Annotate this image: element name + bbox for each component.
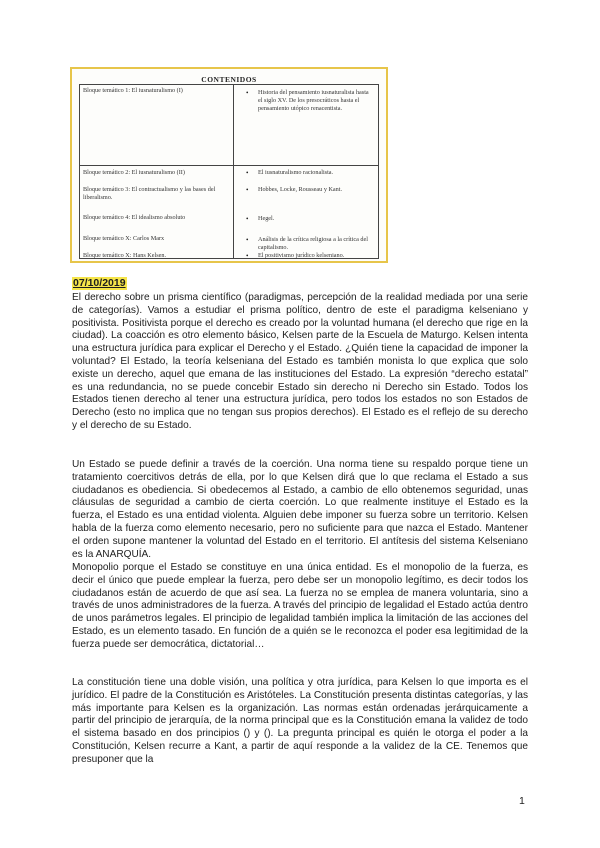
session-date: 07/10/2019 bbox=[73, 277, 126, 289]
contents-topic-3: Hobbes, Locke, Rousseau y Kant. bbox=[258, 186, 343, 193]
contents-block-2: Bloque temático 2: El iusnaturalismo (II) bbox=[83, 169, 185, 176]
bullet-icon: • bbox=[246, 236, 249, 244]
contents-topic-1: Historia del pensamiento iusnaturalista hasta el siglo XV. De los presocráticos hasta el pensamiento utópico renacentista. bbox=[258, 89, 369, 112]
table-column-divider bbox=[233, 85, 234, 258]
paragraph-1: El derecho sobre un prisma científico (paradigmas, percepción de la realidad mediada por una serie de categorías). Vamos a estudiar el prisma político, dentro de este el paradigma kelseniano y positivista. Positivista porque el derecho es creado por la voluntad humana (el derecho que rige en la ciudad). La coacción es otro elemento básico, Kelsen parte de la Escuela de Maturgo. Kelsen intenta una estructura jurídica para explicar el Derecho y el Estado. ¿Quién tiene la capacidad de imponer la voluntad? El Estado, la teoría kelseniana del Estado es también monista lo que explica que solo existe un derecho, aquel que emana de las instituciones del Estado. La expresión “derecho estatal” es una redundancia, no se puede concebir Estado sin derecho ni Derecho sin Estado. Todos los Estados tienen derecho al tener una estructura jurídica, pero todos los estados no son Estados de Derecho (esto no implica que no tengan sus propios derechos). El Estado es el reflejo de su derecho y el derecho de su Estado. bbox=[72, 292, 528, 431]
contents-topic-6: El positivismo jurídico kelseniano. bbox=[258, 252, 345, 259]
bullet-icon: • bbox=[246, 186, 249, 194]
contents-topic-5: Análisis de la crítica religiosa a la crítica del capitalismo. bbox=[258, 236, 368, 251]
bullet-icon: • bbox=[246, 215, 249, 223]
bullet-icon: • bbox=[246, 89, 249, 97]
bullet-icon: • bbox=[246, 169, 249, 177]
contents-block-4: Bloque temático 4: El idealismo absoluto bbox=[83, 214, 186, 221]
contents-block-5: Bloque temático X: Carlos Marx bbox=[83, 235, 165, 242]
paragraph-3: Monopolio porque el Estado se constituye en una única entidad. Es el monopolio de la fuerza, es decir el único que puede emplear la fuerza, pero debe ser un monopolio legítimo, es decir todos los ciudadanos están de acuerdo de que así sea. La fuerza no se emplea de manera voluntaria, sino a través de unos administradores de la fuerza. A través del principio de legalidad el Estado actúa dentro de unos parámetros legales. El principio de legalidad también implica la limitación de las acciones del Estado, es un elemento tasado. En función de a quién se le reconozca el poder esa legitimidad de la fuerza puede ser democrática, dictatorial… bbox=[72, 562, 528, 650]
contents-topic-4: Hegel. bbox=[258, 215, 275, 222]
contents-topic-2: El iusnaturalismo racionalista. bbox=[258, 169, 334, 176]
contents-block-3: Bloque temático 3: El contractualismo y las bases del liberalismo. bbox=[83, 186, 216, 201]
contents-table bbox=[79, 84, 379, 259]
page-number: 1 bbox=[519, 795, 525, 807]
paragraph-2: Un Estado se puede definir a través de la coerción. Una norma tiene su respaldo porque tiene un tratamiento coercitivos detrás de ella, por lo que Kelsen dirá que lo que reclama el Estado a sus ciudadanos es obediencia. Si obedecemos al Estado, a cambio de ello obtenemos seguridad, unas cláusulas de seguridad a cambio de cierta coerción. Lo que realmente instituye el Estado es la fuerza, el Estado es una entidad violenta. Alguien debe imponer su fuerza sobre un territorio. Kelsen habla de la fuerza como elemento necesario, pero no suficiente para que nazca el Estado. Mantener el orden supone mantener la voluntad del Estado en el territorio. El antítesis del sistema Kelseniano es la ANARQUÍA. bbox=[72, 459, 528, 560]
contents-table-image bbox=[70, 67, 388, 263]
paragraph-4: La constitución tiene una doble visión, una política y otra jurídica, para Kelsen lo que importa es el jurídico. El padre de la Constitución es Aristóteles. La Constitución presenta distintas categorías, y las más importante para Kelsen es la organización. Las normas están ordenadas jerárquicamente a partir del principio de jerarquía, de la norma principal que es la Constitución emana la validez de todo el sistema basado en dos principios () y (). La pregunta principal es quién le otorga el poder a la Constitución, Kelsen recurre a Kant, a partir de aquí responde a la validez de la CE. Tenemos que presuponer que la bbox=[72, 677, 528, 765]
table-row-divider bbox=[80, 165, 378, 166]
contents-title: CONTENIDOS bbox=[201, 75, 257, 84]
bullet-icon: • bbox=[246, 252, 249, 260]
contents-block-6: Bloque temático X: Hans Kelsen. bbox=[83, 252, 166, 259]
contents-block-1: Bloque temático 1: El iusnaturalismo (I) bbox=[83, 87, 183, 94]
